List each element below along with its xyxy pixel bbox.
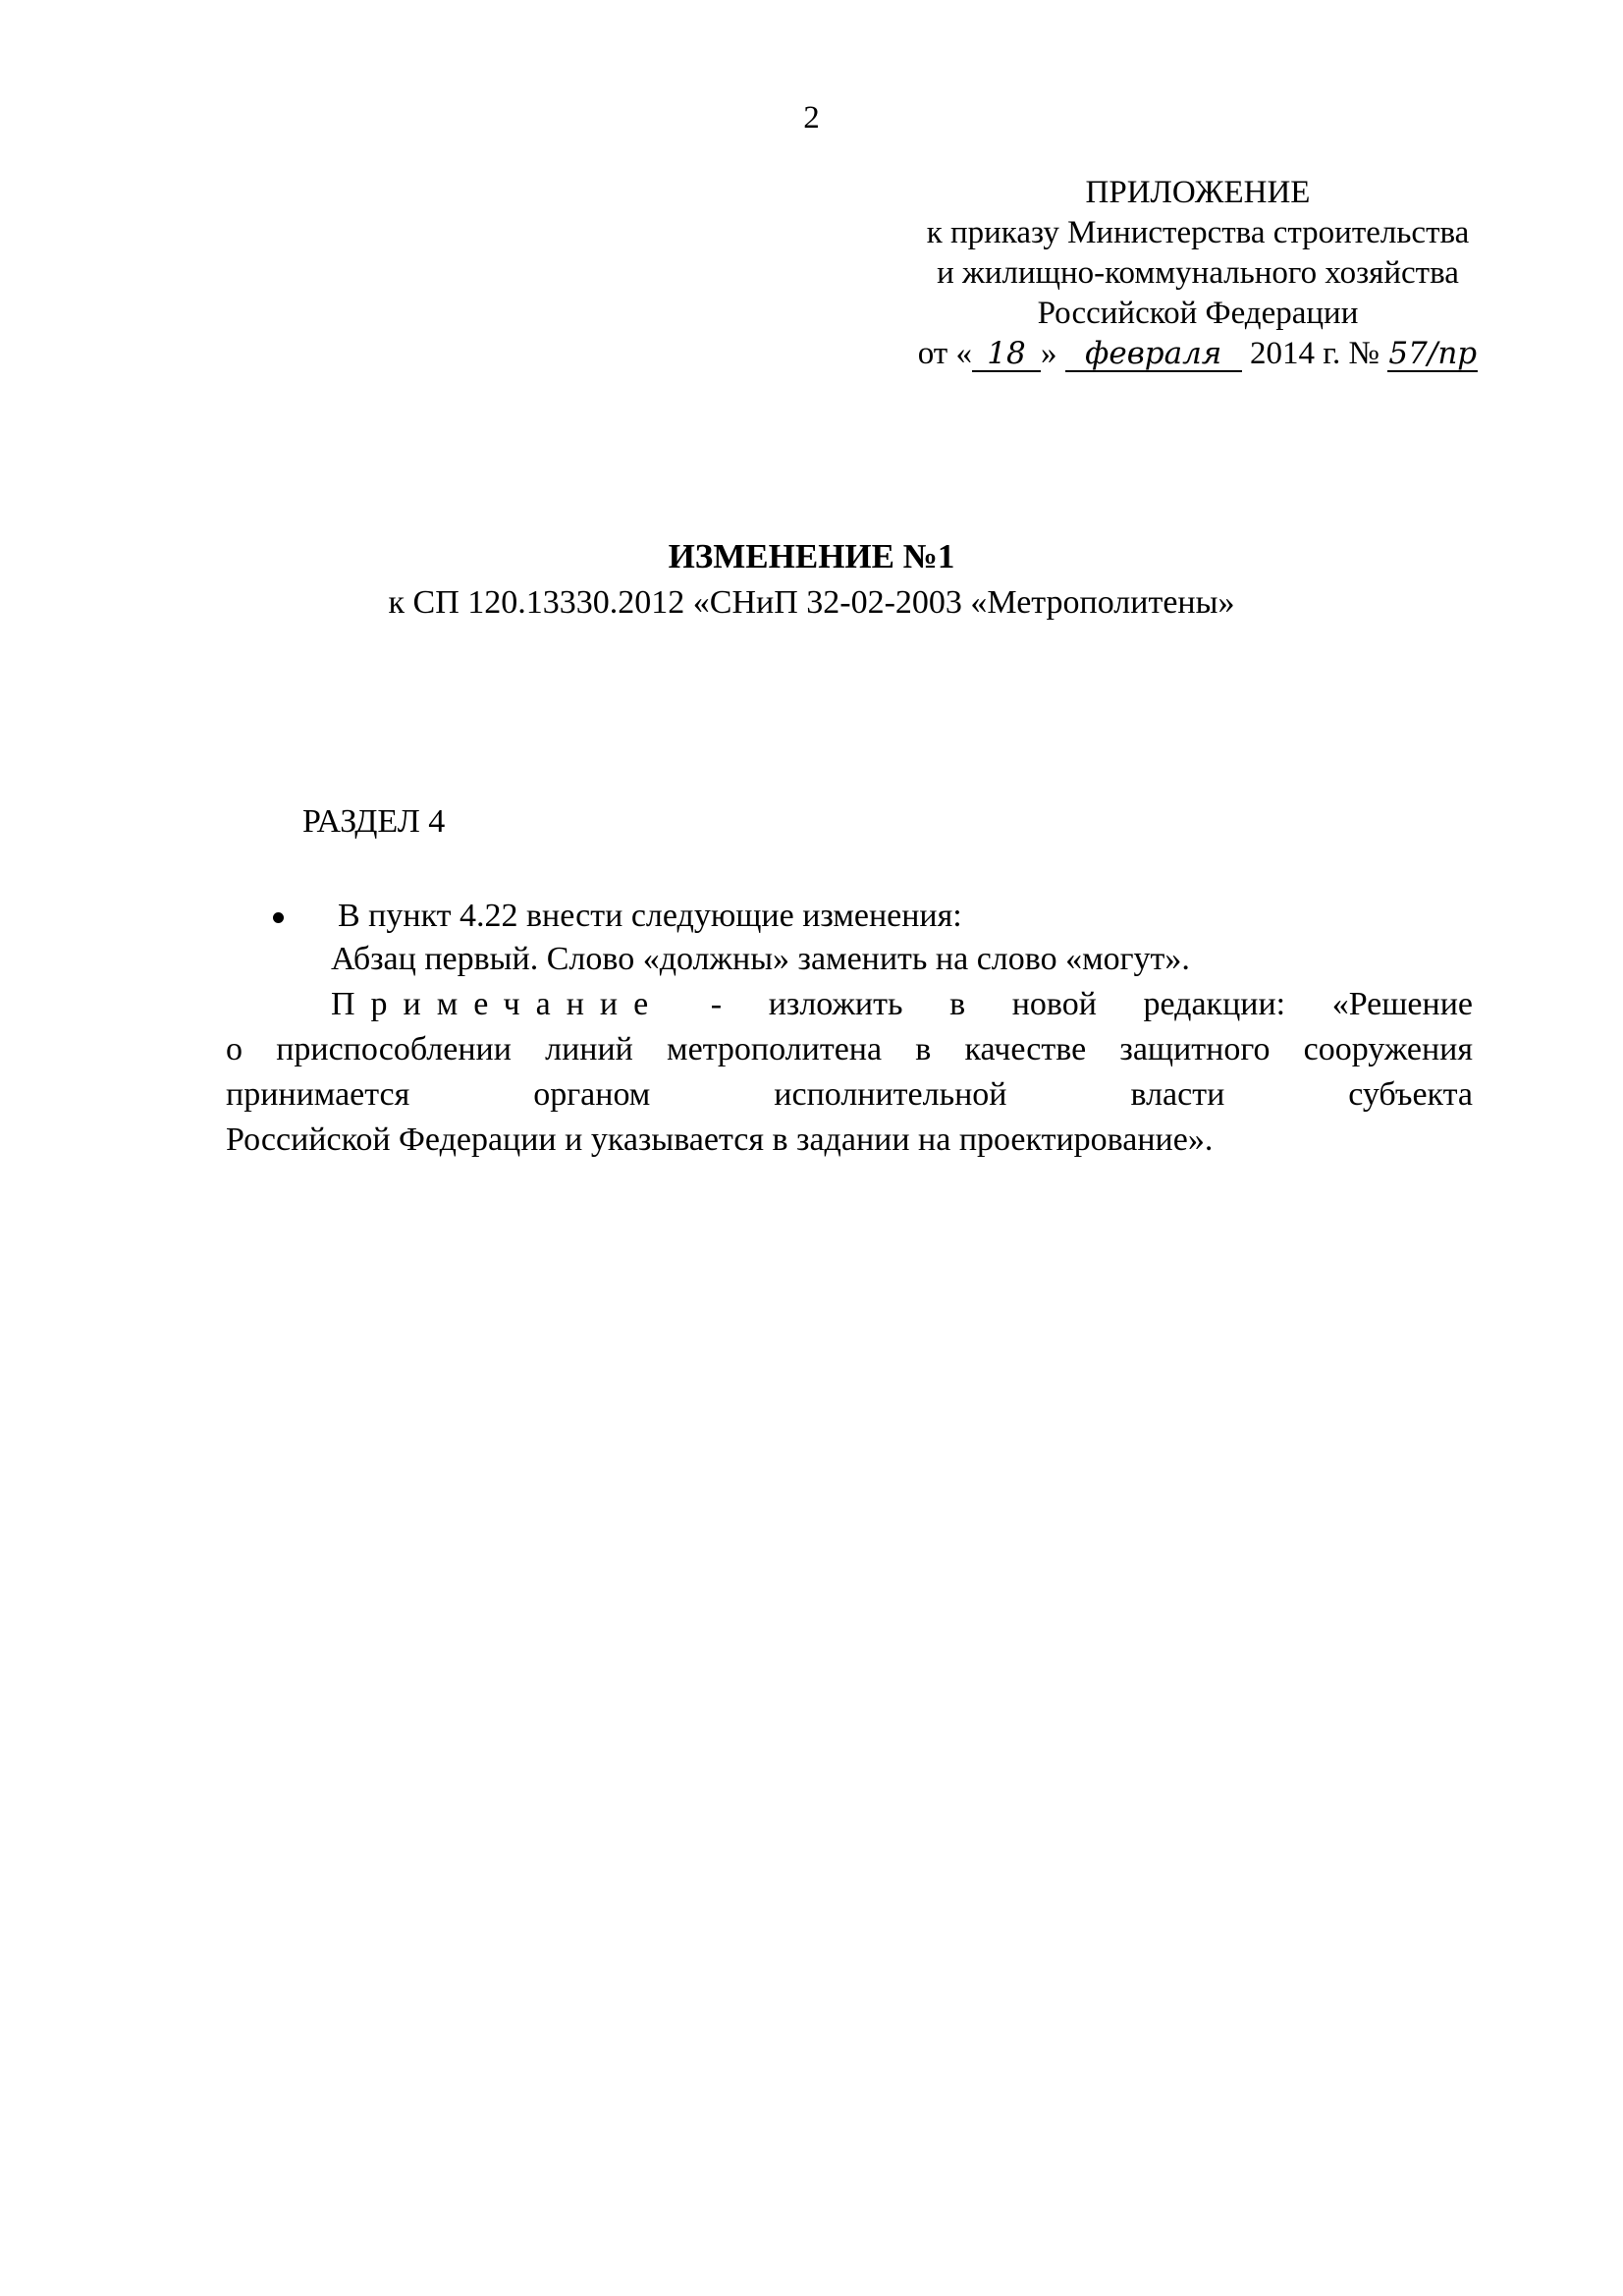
order-month-handwritten: февраля [1065, 337, 1242, 372]
appendix-line-2: и жилищно-коммунального хозяйства [937, 255, 1459, 291]
order-day-handwritten: 18 [972, 337, 1041, 372]
note-line-2: о приспособлении линий метрополитена в качестве защитного сооружения [226, 1031, 1473, 1067]
order-prefix: от « [917, 336, 972, 371]
appendix-title: ПРИЛОЖЕНИЕ [1085, 175, 1311, 210]
appendix-line-1: к приказу Министерства строительства [926, 215, 1470, 250]
order-line [864, 334, 1532, 374]
order-year: 2014 г. № [1249, 336, 1380, 371]
note-line-4: Российской Федерации и указывается в задании на проектирование». [226, 1121, 1214, 1158]
appendix-block [864, 173, 1532, 374]
note-line-3: принимается органом исполнительной власти субъекта [226, 1076, 1473, 1113]
section-heading: РАЗДЕЛ 4 [302, 803, 446, 840]
order-number-handwritten: 57/пр [1388, 336, 1478, 371]
note-line-1 [331, 983, 1473, 1026]
document-subtitle: к СП 120.13330.2012 «СНиП 32-02-2003 «Метрополитены» [388, 584, 1235, 621]
order-quote-close: » [1040, 336, 1057, 371]
note-label: Примечание [331, 986, 665, 1022]
appendix-line-3: Российской Федерации [1037, 296, 1359, 331]
document-title: ИЗМЕНЕНИЕ №1 [668, 537, 955, 575]
paragraph-first: Абзац первый. Слово «должны» заменить на слово «могут». [331, 941, 1190, 977]
page-number: 2 [803, 100, 820, 136]
bullet-text: В пункт 4.22 внести следующие изменения: [338, 898, 962, 934]
bullet-icon [273, 912, 284, 923]
note-line-1-rest: - изложить в новой редакции: «Решение [710, 986, 1473, 1022]
